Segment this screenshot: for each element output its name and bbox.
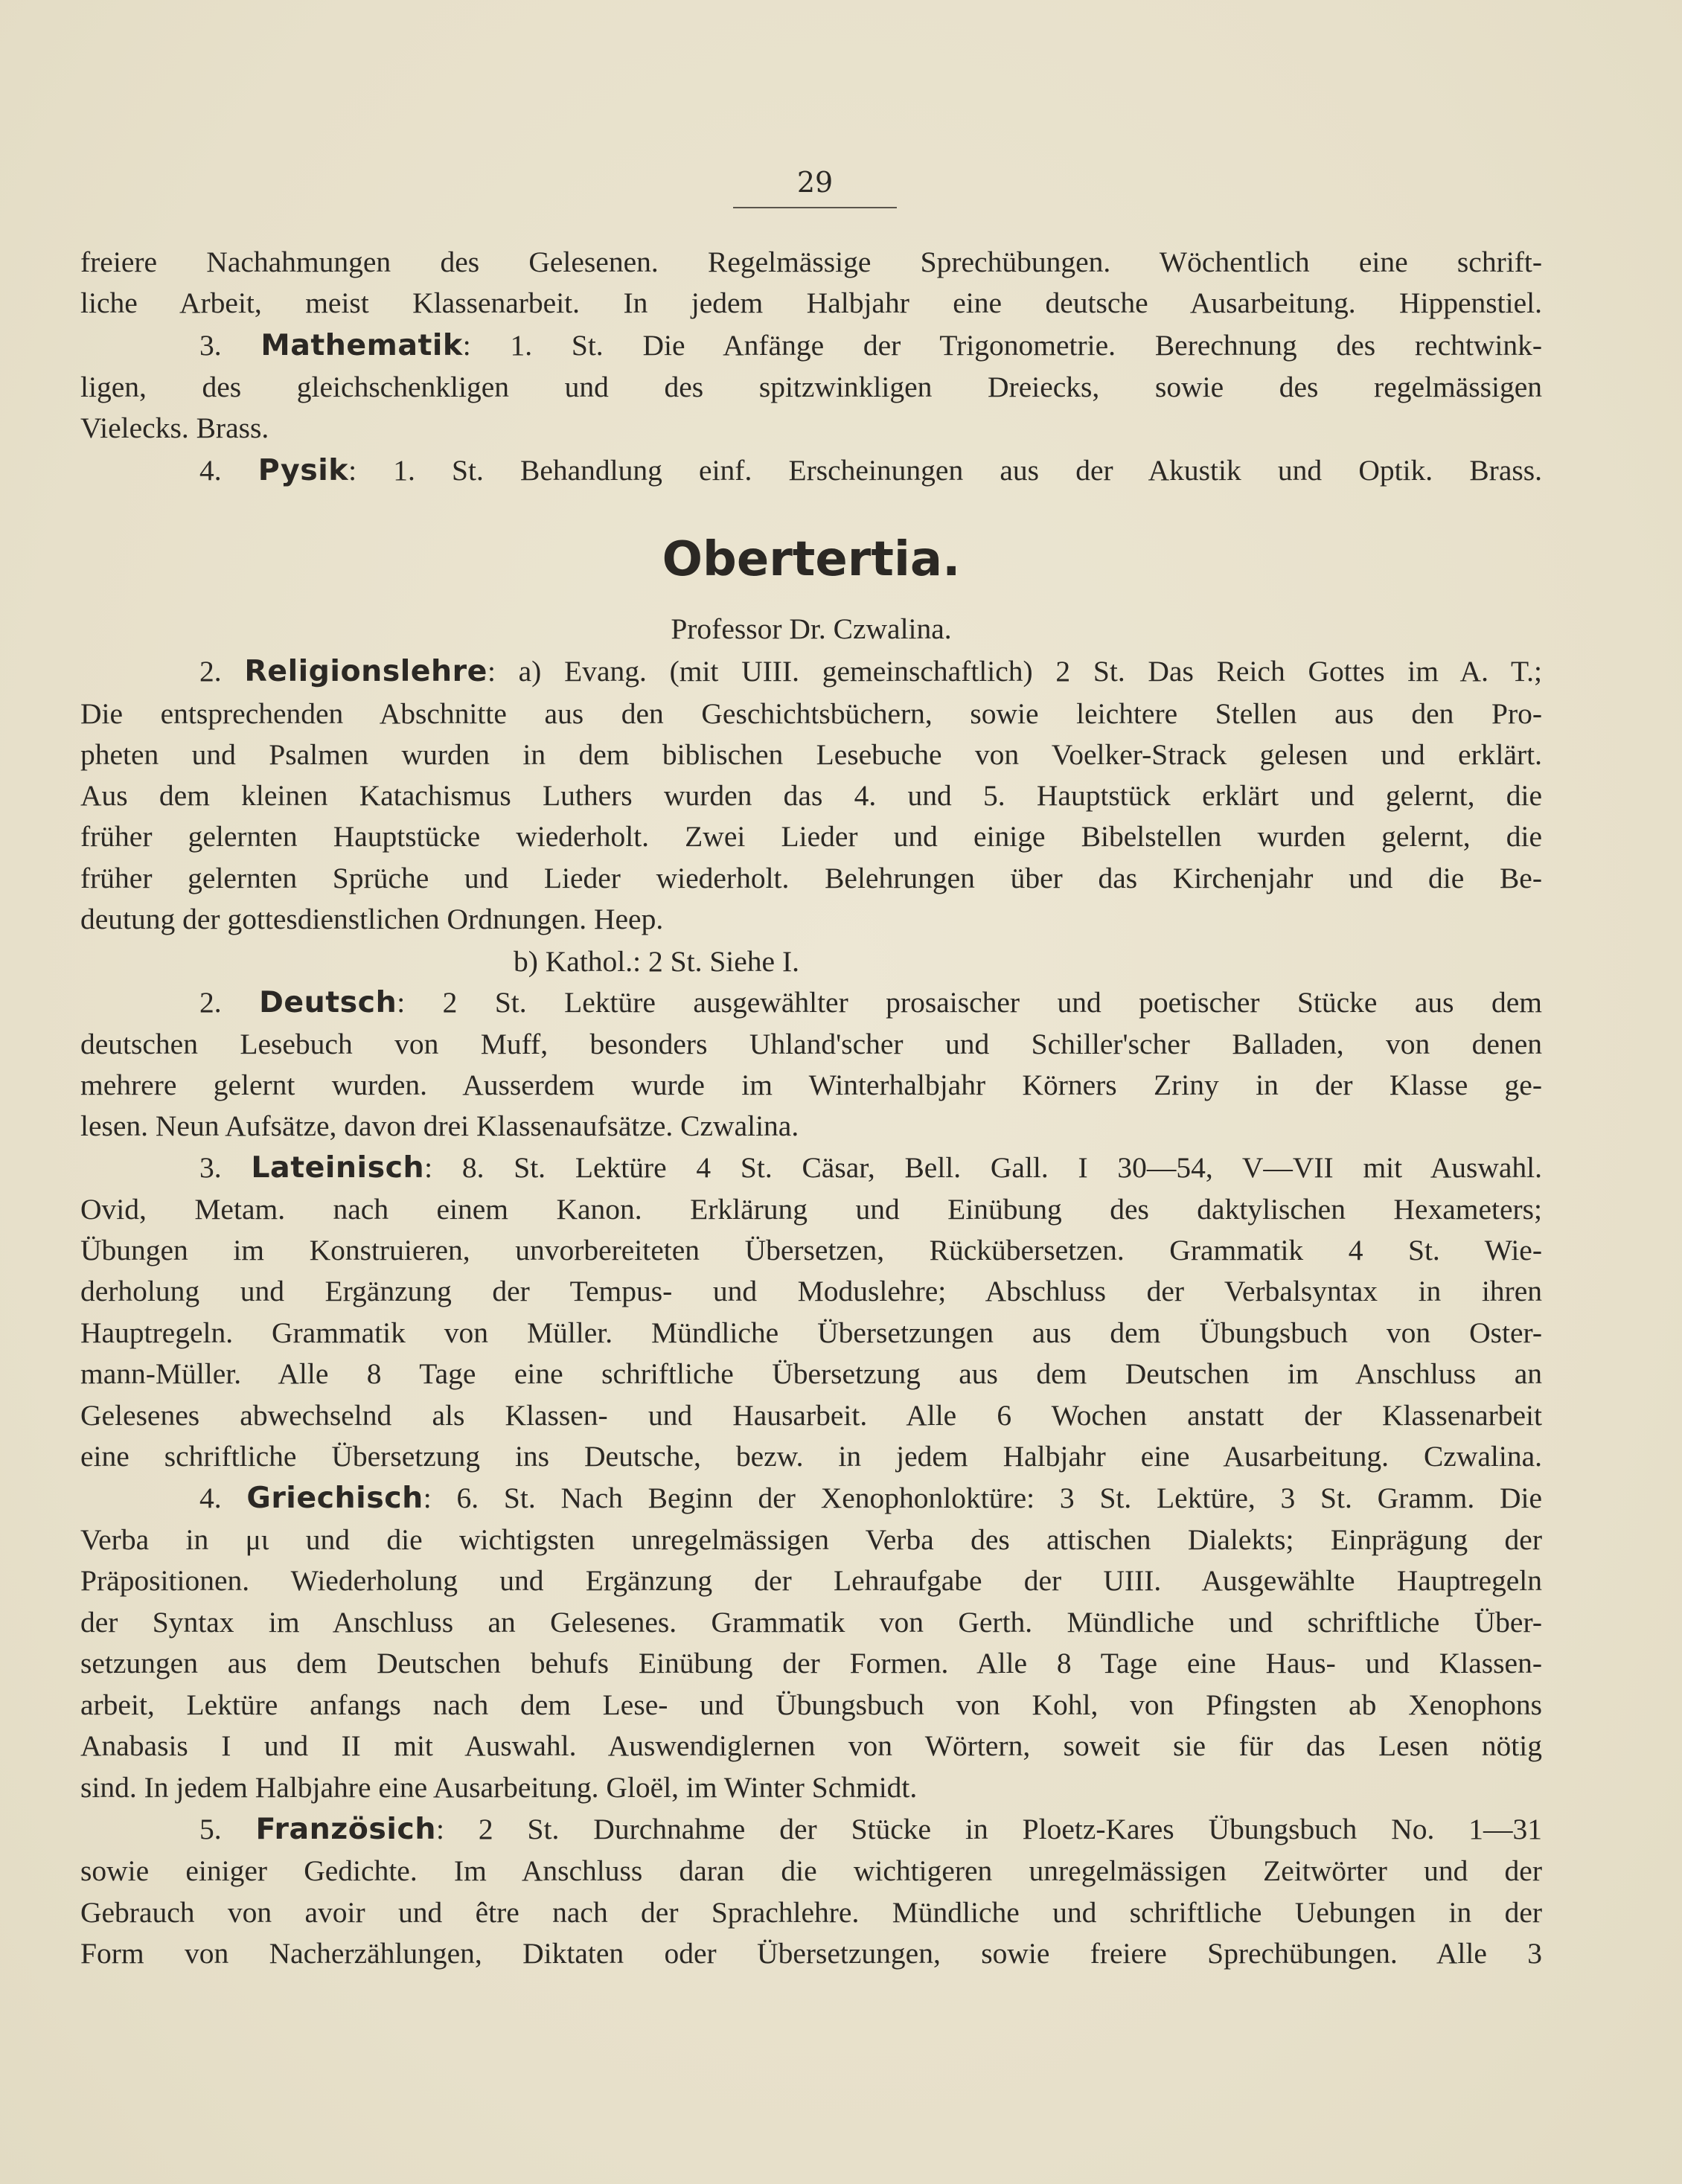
section-number: 2. — [199, 986, 222, 1019]
text-line: Aus dem kleinen Katachismus Luthers wurden das 4. und 5. Hauptstück erklärt und gelernt, die — [80, 779, 1542, 812]
text-line: pheten und Psalmen wurden in dem biblischen Lesebuche von Voelker-Strack gelesen und erklärt. — [80, 738, 1542, 771]
section-mathematik — [199, 325, 1542, 365]
text-line: Die entsprechenden Abschnitte aus den Geschichtsbüchern, sowie leichtere Stellen aus den Pro- — [80, 697, 1542, 730]
text-line: mann-Müller. Alle 8 Tage eine schriftliche Übersetzung aus dem Deutschen im Anschluss an — [80, 1357, 1542, 1390]
section-text: : 6. St. Nach Beginn der Xenophonloktüre: 3 St. Lektüre, 3 St. Gramm. Die — [423, 1482, 1543, 1514]
text-line: Verba in μι und die wichtigsten unregelmässigen Verba des attischen Dialekts; Einprägung der — [80, 1523, 1542, 1556]
section-text: : a) Evang. (mit UIII. gemeinschaftlich) 2 St. Das Reich Gottes im A. T.; — [487, 655, 1543, 688]
section-text: : 1. St. Behandlung einf. Erscheinungen aus der Akustik und Optik. Brass. — [348, 454, 1542, 487]
text-line: ligen, des gleichschenkligen und des spitzwinkligen Dreiecks, sowie des regelmässigen — [80, 371, 1542, 403]
section-deutsch — [199, 982, 1542, 1022]
text-line: sind. In jedem Halbjahre eine Ausarbeitung. Gloël, im Winter Schmidt. — [80, 1771, 918, 1804]
text-line: Gelesenes abwechselnd als Klassen- und Hausarbeit. Alle 6 Wochen anstatt der Klassenarbeit — [80, 1399, 1542, 1432]
text-line: Gebrauch von avoir und être nach der Sprachlehre. Mündliche und schriftliche Uebungen in der — [80, 1896, 1542, 1929]
section-number: 3. — [199, 1151, 222, 1184]
text-line: deutschen Lesebuch von Muff, besonders Uhland'scher und Schiller'scher Balladen, von denen — [80, 1028, 1542, 1060]
section-religion — [199, 651, 1542, 691]
text-line: Präpositionen. Wiederholung und Ergänzung der Lehraufgabe der UIII. Ausgewählte Hauptregeln — [80, 1564, 1542, 1597]
text-line: der Syntax im Anschluss an Gelesenes. Grammatik von Gerth. Mündliche und schriftliche Über- — [80, 1606, 1542, 1639]
text-line: freiere Nachahmungen des Gelesenen. Regelmässige Sprechübungen. Wöchentlich eine schrift- — [80, 246, 1542, 278]
text-line: Vielecks. Brass. — [80, 411, 269, 444]
text-line: mehrere gelernt wurden. Ausserdem wurde im Winterhalbjahr Körners Zriny in der Klasse ge- — [80, 1069, 1542, 1101]
section-number: 5. — [199, 1813, 222, 1845]
text-line: sowie einiger Gedichte. Im Anschluss daran die wichtigeren unregelmässigen Zeitwörter und der — [80, 1854, 1542, 1887]
text-line: lesen. Neun Aufsätze, davon drei Klassenaufsätze. Czwalina. — [80, 1109, 799, 1142]
page-number-rule — [733, 207, 897, 208]
text-line: eine schriftliche Übersetzung ins Deutsche, bezw. in jedem Halbjahr eine Ausarbeitung. Czwalina. — [80, 1440, 1542, 1473]
text-line: setzungen aus dem Deutschen behufs Einübung der Formen. Alle 8 Tage eine Haus- und Klassen- — [80, 1647, 1542, 1679]
text-line: Übungen im Konstruieren, unvorbereiteten Übersetzen, Rückübersetzen. Grammatik 4 St. Wie- — [80, 1234, 1542, 1266]
section-title: Lateinisch — [251, 1150, 425, 1185]
section-title: Mathematik — [260, 328, 463, 362]
text-line: derholung und Ergänzung der Tempus- und Moduslehre; Abschluss der Verbalsyntax in ihren — [80, 1275, 1542, 1307]
text-line: früher gelernten Sprüche und Lieder wiederholt. Belehrungen über das Kirchenjahr und die Be- — [80, 862, 1542, 894]
text-line: b) Kathol.: 2 St. Siehe I. — [514, 945, 799, 978]
text-line: Hauptregeln. Grammatik von Müller. Mündliche Übersetzungen aus dem Übungsbuch von Oster- — [80, 1316, 1542, 1349]
section-griechisch — [199, 1478, 1542, 1518]
section-title: Religionslehre — [244, 654, 487, 688]
section-title: Französich — [255, 1812, 436, 1846]
text-line: Form von Nacherzählungen, Diktaten oder Übersetzungen, sowie freiere Sprechübungen. Alle 3 — [80, 1937, 1542, 1970]
section-title: Deutsch — [259, 985, 397, 1019]
section-number: 4. — [199, 454, 222, 487]
text-line: arbeit, Lektüre anfangs nach dem Lese- und Übungsbuch von Kohl, von Pfingsten ab Xenophons — [80, 1688, 1542, 1721]
class-heading: Obertertia. — [662, 532, 961, 587]
text-line: liche Arbeit, meist Klassenarbeit. In jedem Halbjahr eine deutsche Ausarbeitung. Hippenstiel. — [80, 286, 1542, 319]
section-text: : 1. St. Die Anfänge der Trigonometrie. Berechnung des rechtwink- — [462, 329, 1543, 362]
text-line: Ovid, Metam. nach einem Kanon. Erklärung und Einübung des daktylischen Hexameters; — [80, 1193, 1542, 1226]
section-franzoesisch — [199, 1809, 1542, 1849]
section-title: Griechisch — [246, 1481, 423, 1515]
section-physik — [199, 450, 1542, 490]
section-text: : 8. St. Lektüre 4 St. Cäsar, Bell. Gall. I 30—54, V—VII mit Auswahl. — [424, 1151, 1543, 1184]
section-number: 4. — [199, 1482, 222, 1514]
page-number: 29 — [796, 166, 834, 199]
section-text: : 2 St. Lektüre ausgewählter prosaischer und poetischer Stücke aus dem — [397, 986, 1542, 1019]
text-line: früher gelernten Hauptstücke wiederholt. Zwei Lieder und einige Bibelstellen wurden gelernt, die — [80, 820, 1542, 853]
section-latein — [199, 1147, 1542, 1188]
section-number: 3. — [199, 329, 222, 362]
section-text: : 2 St. Durchnahme der Stücke in Ploetz-Kares Übungsbuch No. 1—31 — [435, 1813, 1542, 1845]
section-title: Pysik — [258, 453, 349, 487]
section-number: 2. — [199, 655, 222, 688]
text-line: deutung der gottesdienstlichen Ordnungen. Heep. — [80, 903, 664, 935]
teacher-line: Professor Dr. Czwalina. — [671, 612, 952, 645]
text-line: Anabasis I und II mit Auswahl. Auswendiglernen von Wörtern, soweit sie für das Lesen nötig — [80, 1729, 1542, 1762]
